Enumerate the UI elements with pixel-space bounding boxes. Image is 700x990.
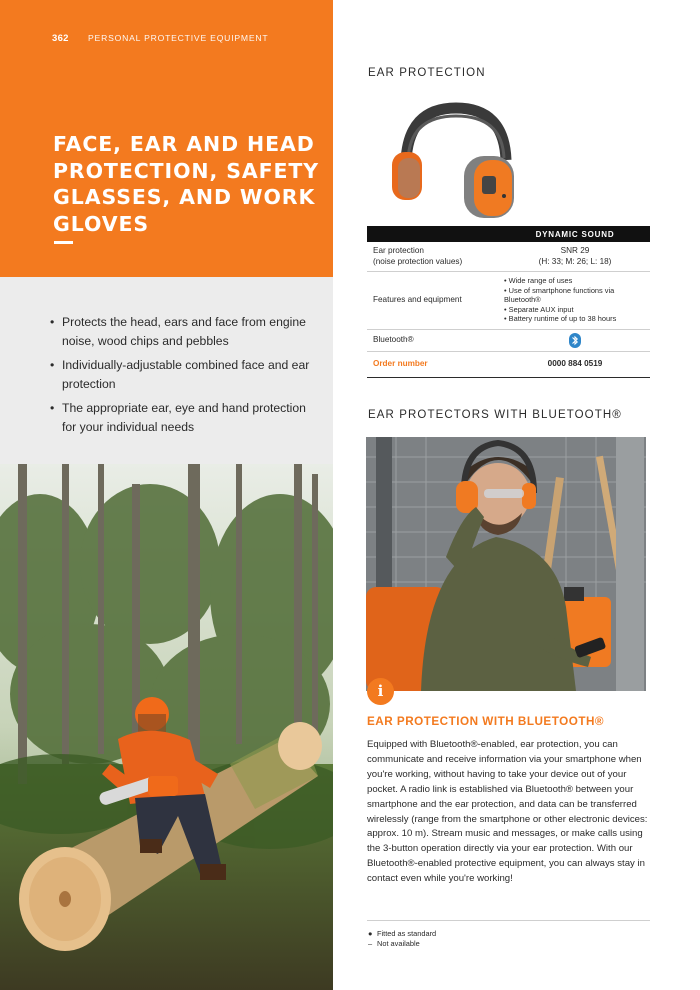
bluetooth-subheading: EAR PROTECTION WITH BLUETOOTH®: [367, 715, 605, 728]
bluetooth-value: [500, 330, 650, 352]
list-item: • Use of smartphone functions via Bluetooth®: [504, 285, 615, 305]
title-underline: [54, 241, 73, 244]
forest-scene-graphic: [0, 464, 333, 990]
not-available-symbol: –: [368, 938, 373, 948]
table-header-product: DYNAMIC SOUND: [500, 226, 650, 242]
list-item: • Protects the head, ears and face from engine noise, wood chips and pebbles: [50, 313, 315, 350]
section-title: PERSONAL PROTECTIVE EQUIPMENT: [88, 33, 269, 43]
ear-protection-heading: EAR PROTECTION: [368, 67, 486, 79]
table-row: [367, 330, 650, 352]
legend-label: Fitted as standard: [377, 929, 437, 938]
bluetooth-label: Bluetooth®: [367, 330, 500, 352]
noise-label-line1: Ear protection: [373, 246, 424, 255]
benefits-list: [50, 313, 315, 442]
legend: [368, 929, 488, 948]
noise-label: [367, 242, 500, 272]
noise-value-line1: SNR 29: [560, 246, 590, 255]
list-item: • The appropriate ear, eye and hand protection for your individual needs: [50, 399, 315, 436]
order-number-label: Order number: [367, 352, 500, 378]
noise-label-line2: (noise protection values): [373, 256, 463, 266]
table-row: [367, 272, 650, 330]
table-header-empty: [367, 226, 500, 242]
features-label: Features and equipment: [367, 272, 500, 330]
page-title: FACE, EAR AND HEAD PROTECTION, SAFETY GLASSES, AND WORK GLOVES: [53, 132, 320, 236]
hero-panel: [0, 0, 333, 277]
order-number-value: 0000 884 0519: [500, 352, 650, 378]
list-item: • Battery runtime of up to 38 hours: [504, 314, 617, 324]
standard-symbol: ●: [368, 929, 373, 938]
noise-value-line2: (H: 33; M: 26; L: 18): [538, 256, 612, 266]
legend-label: Not available: [377, 938, 420, 948]
bluetooth-section-heading: EAR PROTECTORS WITH BLUETOOTH®: [368, 409, 622, 421]
noise-value: [500, 242, 650, 272]
list-item: • Individually-adjustable combined face and ear protection: [50, 356, 315, 393]
headphones-icon: [378, 100, 528, 220]
info-icon: i: [367, 678, 394, 705]
table-row: [367, 242, 650, 272]
features-value: [500, 272, 650, 330]
footer-divider: [367, 920, 650, 921]
bluetooth-icon: [569, 333, 581, 348]
bluetooth-user-photo: [366, 437, 646, 691]
legend-item-standard: [368, 929, 488, 939]
spec-table: [367, 226, 650, 378]
list-item: • Wide range of uses: [504, 276, 573, 286]
forest-chainsaw-photo: [0, 464, 333, 990]
page-number: 362: [52, 33, 69, 44]
table-row: [367, 352, 650, 378]
features-list: [504, 276, 646, 324]
earmuff-product-image: [378, 100, 528, 220]
bluetooth-description: Equipped with Bluetooth®-enabled, ear protection, you can communicate and receive information via your smartphone when you're working, without having to take your device out of your pocket. A radio link is established via Bluetooth® between your smartphone and the ear protection, and data can be transferred wirelessly (range from the smartphone or other electronic devices: approx. 10 m). Stream music and messages, or make calls using the 3-button operation directly via your ear protection. With our Bluetooth®-enabled protective equipment, you can always stay in contact even while you're working!: [367, 739, 648, 885]
legend-item-not-available: [368, 939, 488, 949]
workshop-scene-graphic: [366, 437, 646, 691]
table-header-row: [367, 226, 650, 242]
list-item: • Separate AUX input: [504, 304, 574, 314]
